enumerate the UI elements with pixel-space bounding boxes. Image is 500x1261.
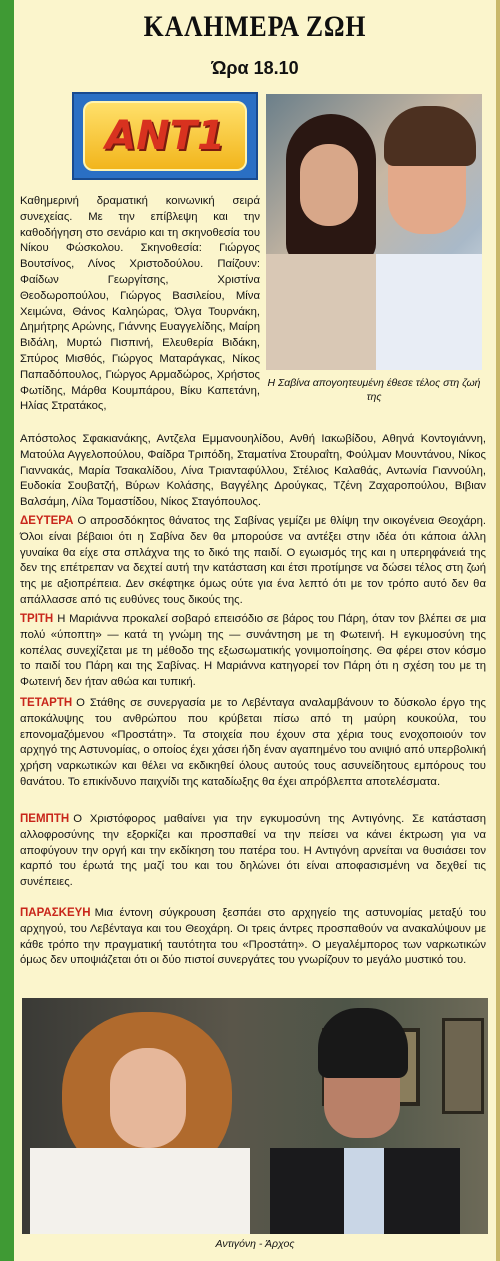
day-label: ΠΑΡΑΣΚΕΥΗ: [20, 907, 91, 919]
photo-savina-couple: [266, 94, 482, 370]
tv-listing-page: [14, 0, 496, 1261]
air-time: Ώρα 18.10: [211, 58, 299, 78]
green-edge-strip: [0, 0, 14, 1261]
episode-wednesday: [20, 696, 486, 791]
episode-summary: Μια έντονη σύγκρουση ξεσπάει στο αρχηγείο της αστυνομίας μεταξύ του αρχηγού, του Λεβένταγα και του Θεοχάρη. Οι τρεις άντρες προσπαθούν να ανακαλύψουν με κάθε τρόπο την πραγματική ταυτότητα του «Προστάτη». Ο μεγαλέμπορος των ναρκωτικών όμως δεν υποψιάζεται ότι οι δύο πιστοί συνεργάτες του γνωρίζουν το μεγάλο μυστικό του.: [20, 907, 486, 967]
day-label: ΤΡΙΤΗ: [20, 613, 54, 625]
photo-antigoni-archos: [22, 998, 488, 1234]
show-title: ΚΑΛΗΜΕΡΑ ΖΩΗ: [143, 10, 367, 43]
episode-friday: [20, 906, 486, 969]
right-edge-strip: [496, 0, 500, 1261]
channel-logo: [72, 92, 258, 180]
ant1-logo-icon: ANT1: [83, 101, 247, 171]
episode-summary: Ο Στάθης σε συνεργασία με το Λεβένταγα αναλαμβάνουν το δύσκολο έργο της αποκάλυψης του ανθρώπου που κρύβεται πίσω από τη μαύρη κουκούλα, του επονομαζόμενου «Προστάτη». Τα στοιχεία που έχουν στα χέρια τους ενοχοποιούν τον αρχηγό της Αστυνομίας, ο οποίος έχει χάσει ήδη έναν αγαπημένο του ανιψιό από υπερβολική χρήση ναρκωτικών και θέλει να εκδικηθεί όλους αυτούς τους ασυνείδητους εμπόρους του θανάτου. Το επικίνδυνο παιχνίδι της καταδίωξης θα έχει απρόβλεπτα αποτελέσματα.: [20, 697, 486, 788]
episode-monday: [20, 514, 486, 609]
episode-summary: Ο απροσδόκητος θάνατος της Σαβίνας γεμίζει με θλίψη την οικογένεια Θεοχάρη. Όλοι είναι βέβαιοι ότι η Σαβίνα δεν θα μπορούσε να αντέξει στην ιδέα ότι κάποια άλλη γυναίκα θα είχε στα σπλάχνα της το δικό της παιδί. Ο εγωισμός της και η υπερηφάνειά της δεν της επέτρεπαν να δεχτεί αυτή την κατάσταση και έτσι προτίμησε να δώσει τέλος στη ζωή της με αξιοπρέπεια. Δεν σκέφτηκε όμως ούτε για ένα λεπτό ότι με τον τρόπο αυτό δεν θα απάλλασσε από τις ευθύνες τους δικούς της.: [20, 515, 486, 606]
photo-caption-top: Η Σαβίνα απογοητευμένη έθεσε τέλος στη ζωή της: [267, 377, 481, 403]
episode-summary: Ο Χριστόφορος μαθαίνει για την εγκυμοσύνη της Αντιγόνης. Σε κατάσταση αλλοφροσύνης την εξορκίζει και προσπαθεί να την πείσει να κάνει έκτρωση για να αποφύγουν την οργή και την εκδίκηση του πατέρα του. Η Αντιγόνη αρνείται να θυσιάσει τον καρπό του έρωτά της μαζί του και του δηλώνει ότι είναι αποφασισμένη να δεχθεί τις συνέπειες.: [20, 813, 486, 889]
episode-tuesday: [20, 612, 486, 691]
day-label: ΤΕΤΑΡΤΗ: [20, 697, 73, 709]
episode-thursday: [20, 812, 486, 891]
photo-caption-bottom: Αντιγόνη - Άρχος: [215, 1238, 295, 1250]
intro-text: Καθημερινή δραματική κοινωνική σειρά συνεχείας. Με την επίβλεψη και την καθοδήγηση στο σενάριο και τη σκηνοθεσία του Νίκου Φώσκολου. Σκηνοθεσία: Γιώργος Βουτσίνος, Λίνος Χριστοδούλου. Παίζουν: Φαίδων Γεωργίτσης, Χριστίνα Θεοδωροπούλου, Γιώργος Βασιλείου, Μίνα Χειμώνα, Θάνος Καληώρας, Όλγα Τουρνάκη, Δημήτρης Αρώνης, Γιάννης Ευαγγελίδης, Μαίρη Βιδάλη, Μυρτώ Πισπινή, Ελευθερία Βιδάκη, Σπύρος Μισθός, Γιώργος Ματαράγκας, Νίκος Παπαδόπουλος, Γιώργος Αρμαδώρος, Χρήστος Φωτίδης, Μάρθα Κουμπάρου, Βίκυ Καπετάνη, Ηλίας Στρατάκος,: [20, 195, 260, 413]
day-label: ΔΕΥΤΕΡΑ: [20, 515, 74, 527]
episode-summary: Η Μαριάννα προκαλεί σοβαρό επεισόδιο σε βάρος του Πάρη, όταν τον βλέπει σε μια πολύ «ύποπτη» — κατά τη γνώμη της — συνάντηση με τη Φωτεινή. Η εγκυμοσύνη της κοπέλας συνεχίζεται με τη μέθοδο της εξωσωματικής γονιμοποίησης. Θα φέρει στον κόσμο το παιδί του Πάρη και της Σαβίνας. Η Μαριάννα κατηγορεί τον Πάρη ότι η σχέση του με τη Φωτεινή δεν ήταν αθώα και τυπική.: [20, 613, 486, 689]
day-label: ΠΕΜΠΤΗ: [20, 813, 70, 825]
intro-text-continued: Απόστολος Σφακιανάκης, Αντζελα Εμμανουηλίδου, Ανθή Ιακωβίδου, Αθηνά Κοντογιάννη, Ματούλα Αγγελοπούλου, Φαίδρα Τριπόδη, Σταματίνα Στουραΐτη, Φούλμαν Μουντάνου, Νίκος Γιαννακάς, Μαρία Τσακαλίδου, Λίνα Τριανταφύλλου, Στέλιος Καλαθάς, Αντωνία Γιαννούλη, Ευδοκία Σουβατζή, Βύρων Κολάσης, Βαγγέλης Δρούγκας, Τζένη Ζαχαροπούλου, Βιβιαν Βαλσάμη, Λίλα Τομαστίδου, Νίκος Σταγόπουλος.: [20, 433, 486, 509]
